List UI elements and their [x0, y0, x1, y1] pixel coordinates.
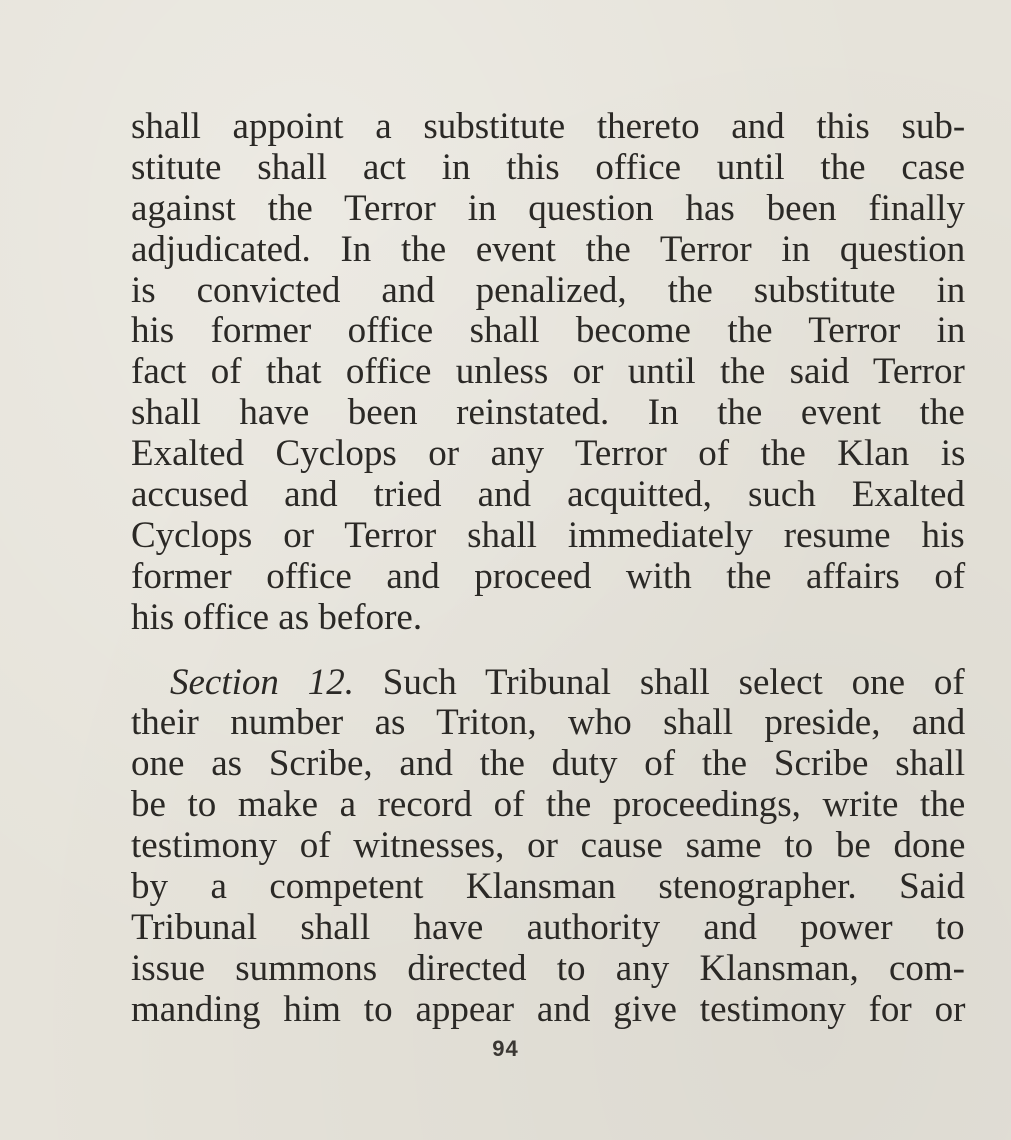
text-line: Exalted Cyclops or any Terror of the Klan is [131, 433, 966, 475]
section-first-line-text: Such Tribunal shall select one of [353, 661, 965, 703]
text-line: their number as Triton, who shall preside, and [131, 702, 966, 744]
text-line: against the Terror in question has been finally [131, 187, 965, 229]
text-line: be to make a record of the proceedings, write the [131, 784, 966, 826]
paragraph-1 [131, 107, 965, 639]
section-first-line [131, 663, 965, 704]
text-line: by a competent Klansman stenographer. Said [131, 866, 965, 908]
paragraph-2 [131, 663, 965, 1031]
text-line: shall have been reinstated. In the event the [131, 392, 965, 434]
section-label: Section 12. [170, 661, 354, 703]
text-line: manding him to appear and give testimony for or [131, 988, 966, 1030]
text-line: former office and proceed with the affairs of [131, 555, 966, 597]
paragraph-gap [131, 639, 965, 663]
text-line: one as Scribe, and the duty of the Scribe shall [131, 743, 966, 785]
text-line: his former office shall become the Terror in [131, 310, 966, 352]
page-number: 94 [492, 1036, 519, 1061]
text-line: stitute shall act in this office until the case [131, 146, 965, 188]
text-line: adjudicated. In the event the Terror in question [131, 228, 966, 270]
text-line: his office as before. [131, 596, 423, 638]
text-line: fact of that office unless or until the said Terror [131, 351, 965, 393]
text-line: Cyclops or Terror shall immediately resume his [131, 514, 965, 556]
text-line: Tribunal shall have authority and power to [131, 906, 965, 948]
text-line: is convicted and penalized, the substitute in [131, 269, 966, 311]
text-line: accused and tried and acquitted, such Exalted [131, 474, 965, 516]
text-line: issue summons directed to any Klansman, com- [131, 947, 966, 989]
text-line: testimony of witnesses, or cause same to be done [131, 825, 966, 867]
body-text [131, 107, 965, 1031]
text-line: shall appoint a substitute thereto and this sub- [131, 106, 966, 147]
